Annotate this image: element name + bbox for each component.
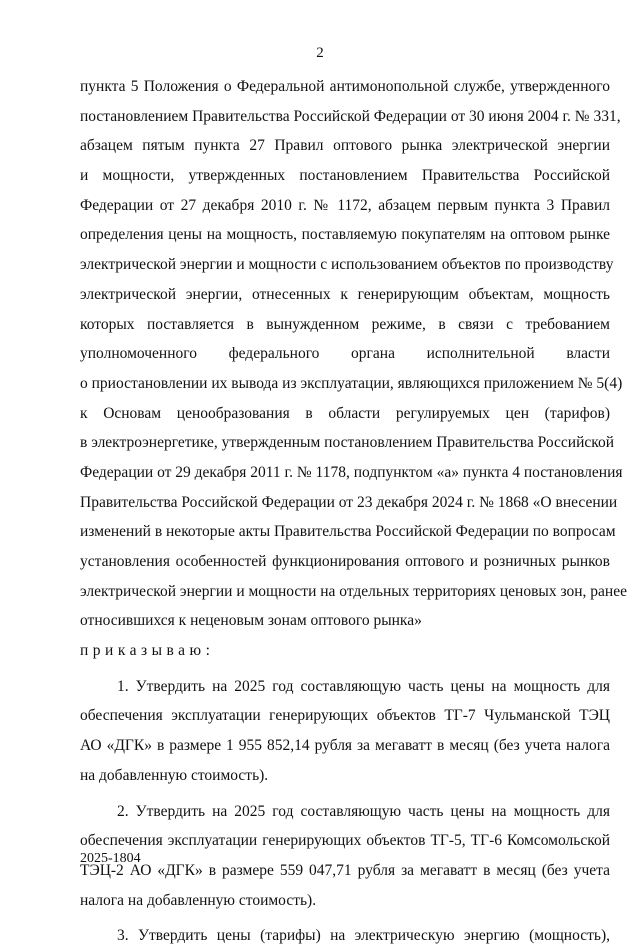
- item-1-line: обеспечения эксплуатации генерирующих объектов ТГ-7 Чульманской ТЭЦ: [80, 707, 610, 725]
- preamble-line: которых поставляется в вынужденном режиме, в связи с требованием: [80, 315, 610, 333]
- preamble-line: электрической энергии и мощности с использованием объектов по производству: [80, 256, 614, 274]
- preamble-line: и мощности, утвержденных постановлением Правительства Российской: [80, 167, 610, 185]
- item-3-paragraph: [80, 921, 610, 951]
- preamble-line: к Основам ценообразования в области регулируемых цен (тарифов): [80, 404, 610, 422]
- page-number: 2: [316, 45, 324, 61]
- preamble-line: Федерации от 27 декабря 2010 г. № 1172, абзацем первым пункта 3 Правил: [80, 196, 610, 214]
- preamble-line: уполномоченного федерального органа исполнительной власти: [80, 345, 610, 363]
- preamble-paragraph: [80, 72, 627, 636]
- item-3-line: 3. Утвердить цены (тарифы) на электрическую энергию (мощность),: [117, 927, 610, 945]
- item-1-line: на добавленную стоимость).: [80, 766, 269, 784]
- item-2-paragraph: [80, 797, 610, 916]
- item-2-line: обеспечения эксплуатации генерирующих объектов ТГ-5, ТГ-6 Комсомольской: [80, 832, 610, 850]
- preamble-line: электрической энергии, отнесенных к генерирующим объектам, мощность: [80, 285, 610, 303]
- preamble-line: абзацем пятым пункта 27 Правил оптового рынка электрической энергии: [80, 137, 610, 155]
- item-2-line: ТЭЦ-2 АО «ДГК» в размере 559 047,71 рубля за мегаватт в месяц (без учета: [80, 861, 610, 879]
- preamble-line: Федерации от 29 декабря 2011 г. № 1178, подпунктом «а» пункта 4 постановления: [80, 463, 623, 481]
- preamble-line: постановлением Правительства Российской Федерации от 30 июня 2004 г. № 331,: [80, 107, 621, 125]
- preamble-line: электрической энергии и мощности на отдельных территориях ценовых зон, ранее: [80, 582, 627, 600]
- document-body: [80, 72, 627, 951]
- item-1-paragraph: [80, 672, 610, 791]
- preamble-line: относившихся к неценовым зонам оптового рынка»: [80, 612, 422, 630]
- preamble-line: установления особенностей функционирования оптового и розничных рынков: [80, 553, 610, 570]
- item-1-line: АО «ДГК» в размере 1 955 852,14 рубля за мегаватт в месяц (без учета налога: [80, 737, 610, 755]
- preamble-line: в электроэнергетике, утвержденным постановлением Правительства Российской: [80, 434, 615, 452]
- preamble-line: определения цены на мощность, поставляемую покупателям на оптовом рынке: [80, 226, 610, 244]
- document-number: 2025-1804: [80, 851, 141, 866]
- preamble-line: изменений в некоторые акты Правительства Российской Федерации по вопросам: [80, 523, 616, 541]
- preamble-line: пункта 5 Положения о Федеральной антимонопольной службе, утвержденного: [80, 78, 610, 95]
- preamble-line: о приостановлении их вывода из эксплуатации, являющихся приложением № 5(4): [80, 374, 623, 392]
- item-2-line: налога на добавленную стоимость).: [80, 891, 317, 909]
- item-1-line: 1. Утвердить на 2025 год составляющую часть цены на мощность для: [117, 677, 610, 695]
- preamble-line: Правительства Российской Федерации от 23 декабря 2024 г. № 1868 «О внесении: [80, 493, 618, 511]
- order-word: приказываю:: [80, 642, 215, 660]
- item-2-line: 2. Утвердить на 2025 год составляющую часть цены на мощность для: [117, 802, 610, 820]
